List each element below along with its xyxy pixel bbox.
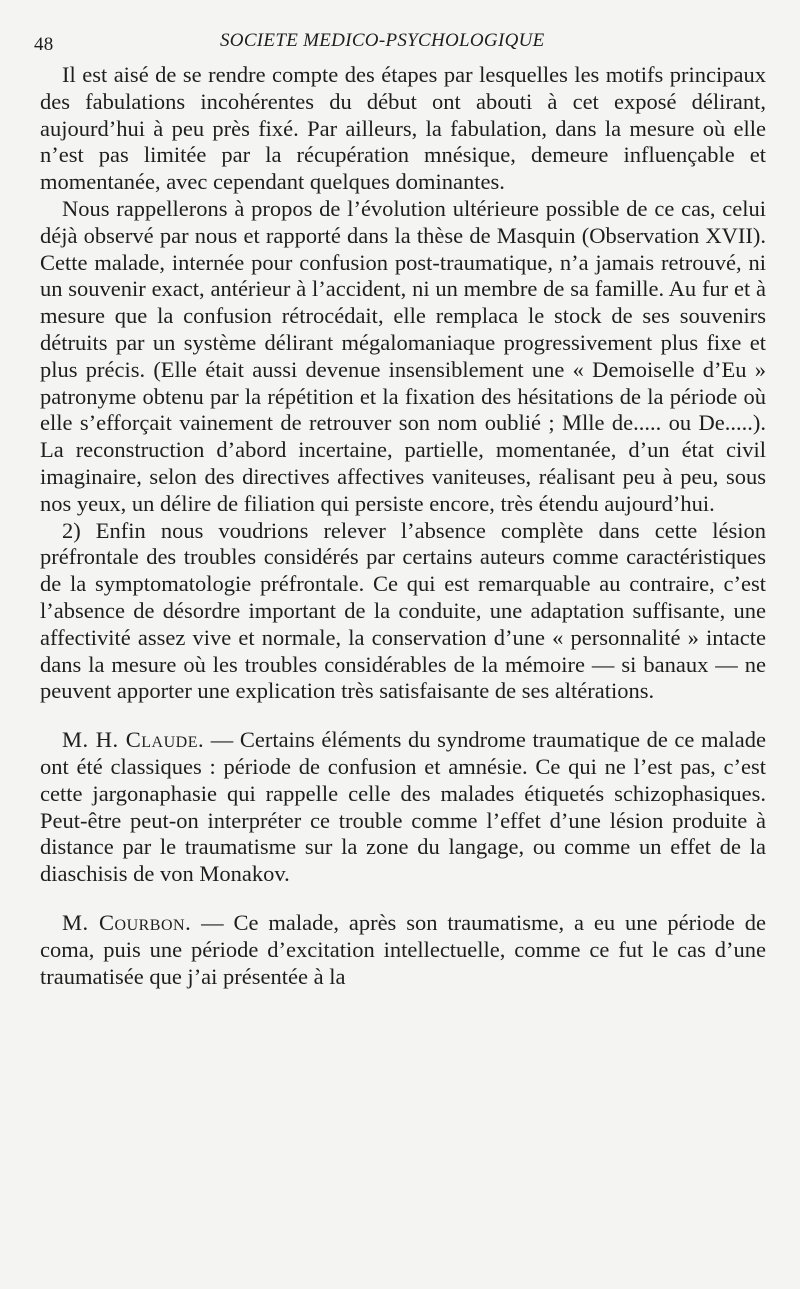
paragraph-fabulation: Il est aisé de se rendre compte des étapes par lesquelles les motifs principaux des fabulations incohérentes du début ont abouti à cet exposé délirant, aujourd’hui à peu près fixé. Par ailleurs, la fabulation, dans la mesure où elle n’est pas limitée par la récupération mnésique, demeure influençable et momentanée, avec cependant quelques dominantes. [40, 62, 766, 195]
body-text [40, 62, 766, 990]
paragraph-masquin-case: Nous rappellerons à propos de l’évolution ultérieure possible de ce cas, celui déjà observé par nous et rapporté dans la thèse de Masquin (Observation XVII). Cette malade, internée pour confusion post-traumatique, n’a jamais retrouvé, ni un souvenir exact, antérieur à l’accident, ni un membre de sa famille. Au fur et à mesure que la confusion rétrocédait, elle remplaca le stock de ses souvenirs détruits par un système délirant mégalomaniaque progressivement plus fixe et plus précis. (Elle était aussi devenue insensiblement une « Demoiselle d’Eu » patronyme obtenu par la répétition et la fixation des hésitations de la période où elle s’efforçait vainement de retrouver son nom oublié ; Mlle de..... ou De.....). La reconstruction d’abord incertaine, partielle, momentanée, d’un état civil imaginaire, selon des directives affectives vaniteuses, réalisant peu à peu, sous nos yeux, un délire de filiation qui persiste encore, très étendu aujourd’hui. [40, 195, 766, 516]
journal-title: SOCIETE MEDICO-PSYCHOLOGIQUE [220, 30, 545, 51]
intervention-courbon [40, 910, 766, 990]
intervention-claude [40, 727, 766, 888]
speaker-name: M. H. Claude. [62, 727, 205, 753]
speaker-name: M. Courbon. [62, 909, 192, 935]
paragraph-prefrontal-lesion: 2) Enfin nous voudrions relever l’absence complète dans cette lésion préfrontale des troubles considérés par certains auteurs comme caractéristiques de la symptomatologie préfrontale. Ce qui est remarquable au contraire, c’est l’absence de désordre important de la conduite, une adaptation suffisante, une affectivité assez vive et normale, la conservation d’une « personnalité » intacte dans la mesure où les troubles considérables de la mémoire — si banaux — ne peuvent apporter une explication très satisfaisante de ses altérations. [40, 517, 766, 704]
page-number: 48 [34, 34, 54, 55]
running-head [34, 28, 766, 62]
intervention-text: — Ce malade, après son traumatisme, a eu une période de coma, puis une période d’excitation intellectuelle, comme ce fut le cas d’une traumatisée que j’ai présentée à la [40, 909, 767, 989]
intervention-text: — Certains éléments du syndrome traumatique de ce malade ont été classiques : période de confusion et amnésie. Ce qui ne l’est pas, c’est cette jargonaphasie qui rappelle celle des malades étiquetés schizophasiques. Peut-être peut-on interpréter ce trouble comme l’effet d’une lésion produite à distance par le traumatisme sur la zone du langage, ou comme un effet de la diaschisis de von Monakov. [40, 727, 766, 887]
